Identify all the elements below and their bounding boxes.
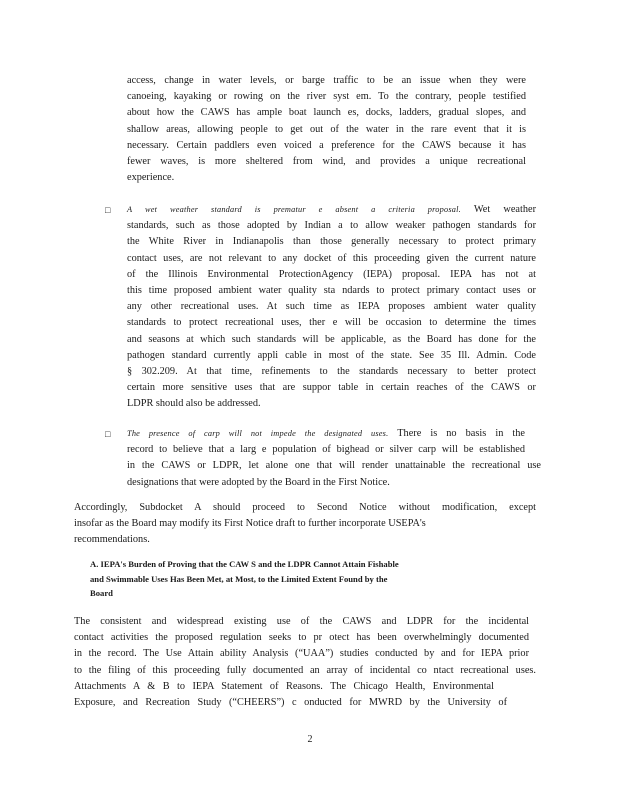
text-line: record to believe that a larg e population of bighead or silver carp will be established: [127, 444, 525, 456]
heading-line: Board: [90, 588, 113, 598]
intro-paragraph: [127, 73, 526, 186]
text-line: LDPR should also be addressed.: [127, 398, 261, 410]
bullet-lead-line: [127, 202, 536, 218]
text-line: contact uses, are not relevant to any docket of this proceeding given the current nature: [127, 252, 536, 264]
text-line: § 302.209. At that time, refinements to the standards necessary to better protect: [127, 366, 536, 378]
text-line: of the Illinois Environmental ProtectionAgency (IEPA) proposal. IEPA has not at: [127, 268, 536, 280]
text-line: contact activities the proposed regulation seeks to pr otect has been overwhelmingly documented: [74, 632, 529, 644]
bullet-italic-lead: The presence of carp will not impede the designated uses.: [127, 429, 389, 438]
text-line: fewer waves, is more sheltered from wind, and provides a unique recreational: [127, 156, 526, 168]
text-line: recommendations.: [74, 534, 150, 546]
heading-line: and Swimmable Uses Has Been Met, at Most, to the Limited Extent Found by the: [90, 573, 388, 584]
text-line: insofar as the Board may modify its First Notice draft to further incorporate USEPA's: [74, 518, 426, 530]
text-line: Exposure, and Recreation Study (“CHEERS”) c onducted for MWRD by the University of: [74, 697, 507, 709]
text-line: and seasons at which such standards will be applicable, as the Board has done for the: [127, 333, 536, 345]
text-line: in the CAWS or LDPR, let alone one that will render unattainable the recreational use: [127, 460, 541, 472]
text-line: certain more sensitive uses that are suppor table in certain reaches of the CAWS or: [127, 382, 536, 394]
section-heading: [90, 557, 520, 601]
text-line: The consistent and widespread existing use of the CAWS and LDPR for the incidental: [74, 616, 529, 627]
text-line: Accordingly, Subdocket A should proceed to Second Notice without modification, except: [74, 502, 536, 513]
bullet-lead-line: [127, 426, 525, 442]
text-line: necessary. Certain paddlers even voiced a preference for the CAWS because it has: [127, 139, 526, 151]
text-line: experience.: [127, 172, 175, 184]
bullet-carp: [127, 426, 541, 491]
bullet-box-icon: □: [105, 429, 111, 439]
text-line: in the record. The Use Attain ability Analysis (“UAA”) studies conducted by and for IEPA prior: [74, 648, 529, 660]
bullet-box-icon: □: [105, 205, 111, 215]
text-line: standards, such as those adopted by Indian a to allow weaker pathogen standards for: [127, 220, 536, 232]
bullet-wet-weather: [127, 202, 536, 413]
text-line: standards to protect recreational uses, ther e will be occasion to determine the times: [127, 317, 536, 329]
text-line: to the filing of this proceeding fully documented an array of incidental co ntact recreational uses.: [74, 664, 536, 676]
text-line: access, change in water levels, or barge traffic to be an issue when they were: [127, 75, 526, 86]
text-line: the White River in Indianapolis than those generally necessary to protect primary: [127, 236, 536, 248]
final-paragraph: [74, 614, 536, 711]
text-line: canoeing, kayaking or rowing on the river syst em. To the contrary, people testified: [127, 91, 526, 103]
bullet-lead-rest: There is no basis in the: [388, 428, 525, 439]
bullet-italic-lead: A wet weather standard is prematur e absent a criteria proposal.: [127, 205, 461, 214]
text-line: any other recreational uses. At such time as IEPA proposes ambient water quality: [127, 301, 536, 313]
text-line: shallow areas, allowing people to get out of the water in the rare event that it is: [127, 123, 526, 135]
text-line: designations that were adopted by the Board in the First Notice.: [127, 476, 390, 488]
text-line: Attachments A & B to IEPA Statement of Reasons. The Chicago Health, Environmental: [74, 680, 494, 692]
accordingly-paragraph: [74, 500, 536, 549]
heading-line: A. IEPA's Burden of Proving that the CAW S and the LDPR Cannot Attain Fishable: [90, 559, 399, 569]
text-line: this time proposed ambient water quality sta ndards to protect primary contact uses or: [127, 285, 536, 297]
bullet-lead-rest: Wet weather: [460, 204, 537, 215]
text-line: about how the CAWS has ample boat launch es, docks, ladders, gradual slopes, and: [127, 107, 526, 119]
text-line: pathogen standard currently appli cable in most of the state. See 35 Ill. Admin. Code: [127, 349, 536, 361]
page-number: 2: [307, 734, 313, 745]
